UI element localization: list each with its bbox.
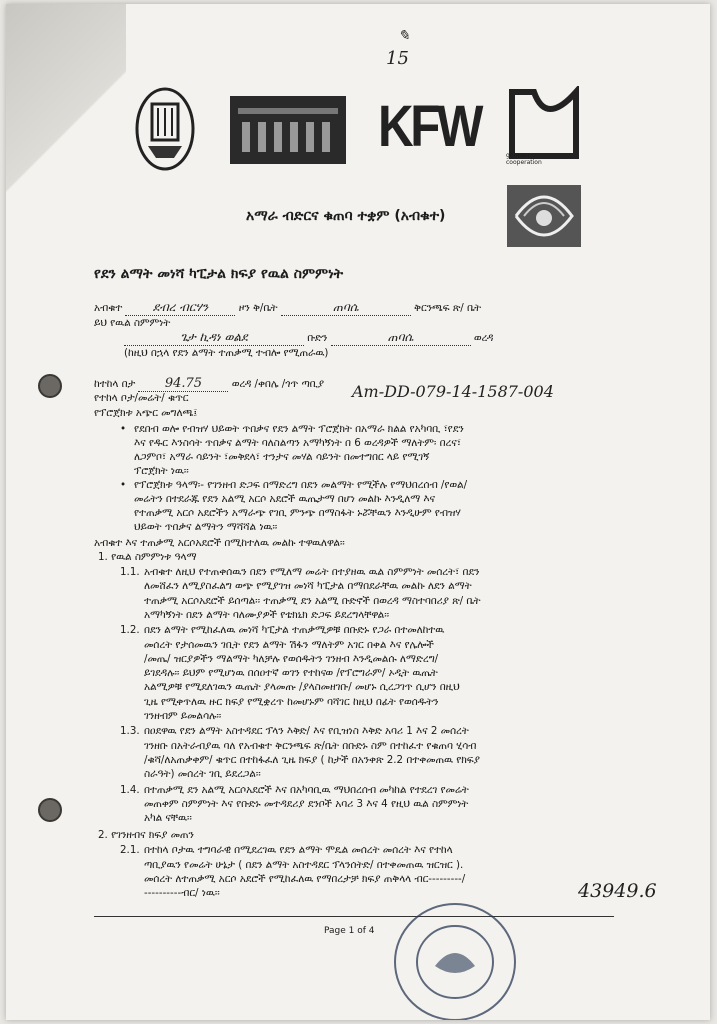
clause-line: ተጠቃሚ አርሶአደሮች ይሰጣል፡፡ ተጠቃሚ ደን አልሚ ቡድኖች በወረዳ ማስተባበሪያ ጽ/ ቤት	[144, 594, 481, 607]
clause-line: አማካኝነት በደን ልማት ባለሙያዎች የቴክኒክ ድጋፍ ይደረግላቸዋል፡፡	[144, 608, 390, 621]
punch-hole-top	[38, 374, 62, 398]
bullet-line: የተጠቃሚ አርሶ አደሮችን አማራጭ የገቢ ምንጭ በማስፋት ኑሯቸዉን እንዲሁም የብዝሃ	[134, 507, 461, 519]
handwritten-amount: 43949.6	[578, 880, 657, 902]
branch-name: ጠባሴ	[281, 300, 411, 316]
amount-label: ከተከላ በታ	[94, 378, 136, 390]
section-heading	[98, 828, 194, 843]
clause-line: በተጠቃሚ ደን አልሚ አርሶአደሮች እና በአካባቢዉ ማህበረሰብ መካከል የተደረገ የመሬት	[144, 783, 469, 796]
building-logo	[228, 94, 348, 166]
footer-divider	[94, 916, 614, 917]
bullet-line: እና የዱር እንስሳት ጥበቃና ልማት ባለስልጣን አማካኝነት በ 6 ወረዳዎች ማለትም፡ በረና፣	[134, 437, 461, 449]
institution-stamp	[390, 900, 520, 1020]
clause-line: ስራዓት) መሰረት ገቢ ይደረጋል፡፡	[144, 768, 261, 781]
bullet-marker: •	[120, 423, 127, 435]
clause-line: ጣቢያዉን የመሬት ሁኔታ ( በደን ልማት አስተዳደር ፕላንሰትድ/ በተቀመጠዉ ዝርዝር ).	[144, 858, 464, 871]
acsi-logo	[506, 184, 582, 248]
bullet-line: የደበብ ወሎ የብዝሃ ህይወት ጥበቃና የደን ልማት ፕሮጀክት በአማራ ክልል የአካባቢ ፣የደን	[134, 423, 464, 435]
bullet-line: የፕሮጀክቱ ዓላማ፡- የገንዘብ ድጋፍ በማድረግ በደን መልማት የሚችሉ የማህበረሰብ /የወል/	[134, 479, 468, 491]
bullet-line: ህይወት ጥበቃና ልማትን ማሻሻል ነዉ፡፡	[134, 521, 278, 533]
party-line-2: ይህ የዉል ስምምነት	[94, 317, 171, 329]
clause-number: 1.3.	[120, 725, 140, 738]
amount-line	[94, 376, 324, 392]
bullet-line: ለጋምቦ፣ አማራ ሳይንት ፣መቅደላ፣ ተንታና መሃል ሳይንት በመተግበር ላይ የሚገኝ	[134, 451, 430, 463]
amount-suffix: ወረዳ /ቀበሌ /ጎጥ ጣቢያ	[231, 378, 324, 390]
document-page	[6, 4, 710, 1020]
contract-line	[94, 391, 188, 406]
clause-line: ጊዜ የሚቀጥለዉ ዙር ክፍያ የሚቋረጥ ከመሆኑም ባሻገር ከዚህ በፊት የወሰዱትን	[144, 695, 439, 708]
clause-line: ይገደዳሉ፡፡ ይህም የሚሆነዉ በሰዐተኛ ወገን የተከናወ /የፕሮግራም/ ኦዲት ዉጤት	[144, 667, 438, 680]
agreement-intro: አብቁተ እና ተጠቃሚ አርሶአደሮች በሚከተለዉ መልኩ ተዋዉለዋል፡፡	[94, 537, 345, 549]
clause-line: መሰረት የታሰመዉን ገቢት የደን ልማት ሽፋን ማለትም አገር በቀል እና የሌሎች	[144, 638, 434, 651]
clause-line: ለመሸፈን ለሚያስፈልግ ወጭ የሚያገዝ መነሻ ካፒታል በማበደራቸዉ መልኩ ለደን ልማት	[144, 580, 472, 593]
bullet-marker: •	[120, 479, 127, 491]
clause-line: ----------ብር/ ነዉ፡፡	[144, 887, 220, 900]
folded-corner	[6, 4, 126, 194]
kfw-logo: KFW	[378, 94, 481, 159]
clause-line: አብቁተ ለዚህ የተጠቀሰዉን በደን የሚለማ መሬት በተያዘዉ ዉል ስምምነት መሰረት፣ በደን	[144, 566, 480, 578]
clause-line: መጠቀም ስምምነት እና የቡድኑ መተዳደሪያ ደንቦች አባሪ 3 እና 4 የዚህ ዉል ስምምነት	[144, 797, 469, 810]
clause-number: 1.4.	[120, 783, 140, 796]
clause-line: በደን ልማት የሚከፈለዉ መነሻ ካፒታል ተጠቃሚዎቹ በቡድኑ የጋራ በተመለከተዉ	[144, 624, 445, 637]
section-number: 2.	[98, 829, 112, 842]
section-number: 1.	[98, 551, 112, 563]
section-title: የዉል ስምምነቱ ዓላማ	[111, 551, 197, 563]
amhara-emblem-logo	[134, 86, 196, 172]
zone-name: ደብረ ብርሃን	[125, 300, 235, 316]
clause-line: አካል ናቸዉ፡፡	[144, 812, 192, 825]
party-group-label: ቡድን	[307, 332, 328, 344]
party-prefix: አብቁተ	[94, 302, 123, 314]
bullet-line: ፕሮጀክት ነዉ፡፡	[134, 465, 189, 477]
objective-label: የፕሮጀክቱ አጭር መግለጫ፤	[94, 407, 198, 419]
contract-label: የተከላ ቦታ/መሬት/ ቁጥር	[94, 392, 189, 404]
group-name: ጠባሴ	[331, 330, 471, 346]
punch-hole-bottom	[38, 798, 62, 822]
amount-value: 94.75	[138, 376, 228, 392]
clause-line: በዐደዋዉ የደን ልማት አስተዳደር ፕላን እቅድ/ እና የቢዝነስ እቅድ አባሪ 1 እና 2 መሰረት	[144, 725, 469, 738]
clause-line: ገንዘቡ በአትራብያዉ ባለ የአብቁተ ቅርንጫፍ ጽ/ቤት በቡድኑ ስም በተከፈተ የቁጠባ ሂሳብ	[144, 739, 477, 752]
party-line-3	[124, 330, 493, 346]
party-suffix: ቅርንጫፍ ጽ/ ቤት	[414, 302, 482, 314]
clause-number: 1.1.	[120, 566, 140, 578]
section-heading	[98, 550, 196, 565]
party-line-1	[94, 300, 481, 316]
clause-line: /መጤ/ ዝርያዎችን ማልማት ካለቻሉ የወሰዱትን ገንዘብ እንዲመልሱ ለማድረግ/	[144, 652, 439, 665]
clause-line: ገንዘብም ይመልሳሉ፡፡	[144, 710, 222, 722]
party-line-4: (ከዚህ በኋላ የደን ልማት ተጠቃሚ ተብሎ የሚጠራዉ)	[124, 347, 329, 359]
organization-name: አማራ ብድርና ቁጠባ ተቋም (አብቁተ)	[246, 208, 446, 224]
clause-line: በተከላ ቦታዉ ተግባራዊ በሚደረገዉ የደን ልማት ሞዴል መሰረት መሰረት እና የተከላ	[144, 844, 453, 857]
page-label: Page 1 of 4	[324, 926, 375, 936]
handwritten-page-number: 15	[386, 48, 409, 69]
handwritten-mark: ✎	[398, 28, 410, 44]
beneficiary-name: ጌታ ኪዳነ ወልደ	[124, 330, 304, 346]
bullet-line: መሬትን በተደራጁ የደን አልሚ አርሶ አደሮች ዉጤታማ በሆነ መልኩ እንዲለማ እና	[134, 493, 435, 505]
party-mid: ዞን ቅ/ቤት	[238, 302, 278, 314]
clause-line: /ቁሻ/ለአጠቃቀም/ ቁጥር በተከፋፈለ ጊዜ ክፍያ ( ከታች በአንቀጽ 2.2 በተቀመጠዉ የክፍያ	[144, 753, 480, 766]
clause-number: 1.2.	[120, 624, 140, 637]
clause-line: መሰረት ለተጠቃሚ አርሶ አደሮች የሚከፈለዉ የማበረታቻ ክፍያ ጠቅላላ ብር---------/	[144, 873, 466, 885]
clause-line: አልሚዎቹ የሚደለገዉን ዉጤት ያላመጡ /ያላስመዘገቡ/ መሆኑ ሲረጋገጥ ሲሆን በዚህ	[144, 681, 460, 694]
german-cooperation-text: german cooperation	[506, 152, 542, 166]
clause-number: 2.1.	[120, 844, 140, 857]
contract-number: Am-DD-079-14-1587-004	[352, 382, 554, 401]
party-woreda-label: ወረዳ	[473, 332, 494, 344]
document-title: የደን ልማት መነሻ ካፒታል ክፍያ የዉል ስምምነት	[94, 266, 344, 282]
section-title: የገንዘብና ክፍያ መጠን	[111, 829, 194, 842]
